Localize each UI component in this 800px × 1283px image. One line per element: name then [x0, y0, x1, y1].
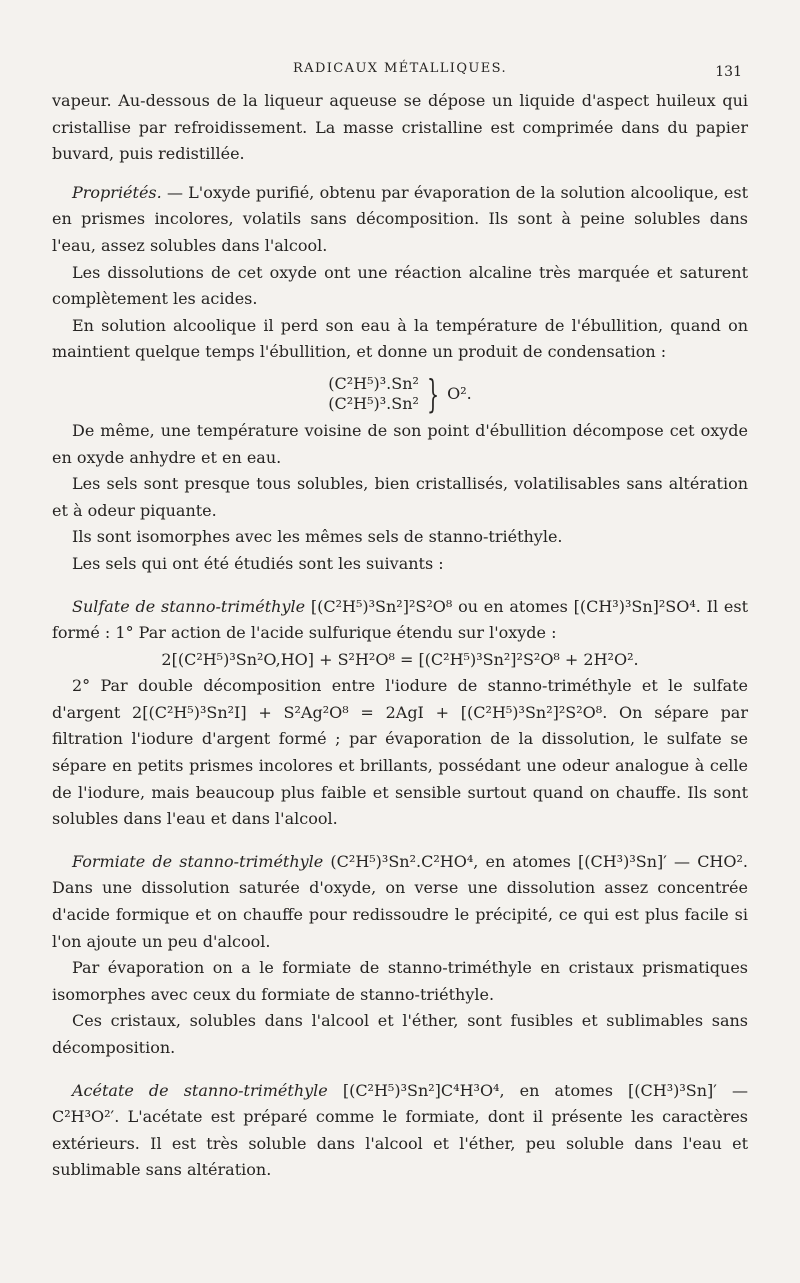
body-text	[52, 88, 748, 1184]
section-label-formiate: Formiate de stanno-triméthyle	[72, 851, 324, 871]
paragraph-formiate	[52, 849, 748, 955]
paragraph-acetate-text: [(C²H⁵)³Sn²]C⁴H³O⁴, en atomes [(CH³)³Sn]′ — C²H³O²′. L'acétate est préparé comme le formiate, dont il présente les caractères extérieurs. Il est très soluble dans l'alcool et l'éther, peu soluble dans l'eau et sublimable sans altération.	[52, 1080, 748, 1180]
page-number: 131	[715, 64, 742, 80]
paragraph-properties-text: — L'oxyde purifié, obtenu par évaporation de la solution alcoolique, est en prismes incolores, volatils sans décomposition. Ils sont à peine solubles dans l'eau, assez solubles dans l'alcool.	[52, 182, 748, 255]
section-label-sulfate: Sulfate de stanno-triméthyle	[72, 596, 306, 616]
paragraph-formiate-text: (C²H⁵)³Sn².C²HO⁴, en atomes [(CH³)³Sn]′ — CHO². Dans une dissolution saturée d'oxyde, on verse une dissolution assez concentrée d'acide formique et on chauffe pour redissoudre le précipité, ce qui est plus facile si l'on ajoute un peu d'alcool.	[52, 851, 748, 951]
paragraph-studied-salts: Les sels qui ont été étudiés sont les suivants :	[72, 553, 444, 573]
paragraph-continuation: vapeur. Au-dessous de la liqueur aqueuse se dépose un liquide d'aspect huileux qui cristallise par refroidissement. La masse cristalline est comprimée dans du papier buvard, puis redistillée.	[52, 91, 748, 164]
paragraph-salts: Les sels sont presque tous solubles, bien cristallisés, volatilisables sans altération et à odeur piquante.	[52, 474, 748, 520]
section-label-properties: Propriétés.	[72, 182, 162, 202]
section-label-acetate: Acétate de stanno-triméthyle	[72, 1080, 328, 1100]
paragraph-sulfate	[52, 594, 748, 647]
paragraph-isomorphous: Ils sont isomorphes avec les mêmes sels de stanno-triéthyle.	[72, 527, 563, 547]
condensation-formula	[52, 371, 748, 416]
paragraph-properties	[52, 180, 748, 260]
paragraph-decomposition: De même, une température voisine de son point d'ébullition décompose cet oxyde en oxyde anhydre et en eau.	[52, 420, 748, 467]
formula-lines	[328, 374, 419, 414]
paragraph-alkaline: Les dissolutions de cet oxyde ont une réaction alcaline très marquée et saturent complètement les acides.	[52, 262, 748, 309]
formula-line-1: (C²H⁵)³.Sn²	[328, 373, 419, 393]
formula-line-2: (C²H⁵)³.Sn²	[328, 393, 419, 413]
page-header	[0, 58, 800, 80]
paragraph-sulfate-text: [(C²H⁵)³Sn²]²S²O⁸ ou en atomes [(CH³)³Sn]²SO⁴. Il est formé : 1° Par action de l'acide sulfurique étendu sur l'oxyde :	[52, 596, 749, 643]
formula-brace: }	[426, 371, 440, 416]
formula-suffix: O².	[447, 383, 472, 403]
paragraph-condensation: En solution alcoolique il perd son eau à la température de l'ébullition, quand on maintient quelque temps l'ébullition, et donne un produit de condensation :	[52, 315, 748, 362]
paragraph-evaporation: Par évaporation on a le formiate de stanno-triméthyle en cristaux prismatiques isomorphes avec ceux du formiate de stanno-triéthyle.	[52, 958, 748, 1004]
paragraph-double-decomposition: 2° Par double décomposition entre l'iodure de stanno-triméthyle et le sulfate d'argent 2[(C²H⁵)³Sn²I] + S²Ag²O⁸ = 2AgI + [(C²H⁵)³Sn²]²S²O⁸. On sépare par filtration l'iodure d'argent formé ; par évaporation de la dissolution, le sulfate se sépare en petits prismes incolores et brillants, possédant une odeur analogue à celle de l'iodure, mais beaucoup plus faible et sensible surtout quand on chauffe. Ils sont solubles dans l'eau et dans l'alcool.	[52, 676, 748, 829]
paragraph-acetate	[52, 1078, 748, 1184]
equation-sulfate: 2[(C²H⁵)³Sn²O,HO] + S²H²O⁸ = [(C²H⁵)³Sn²]²S²O⁸ + 2H²O².	[161, 649, 639, 669]
running-head: RADICAUX MÉTALLIQUES.	[292, 61, 508, 76]
paragraph-crystals: Ces cristaux, solubles dans l'alcool et l'éther, sont fusibles et sublimables sans décomposition.	[52, 1011, 748, 1057]
